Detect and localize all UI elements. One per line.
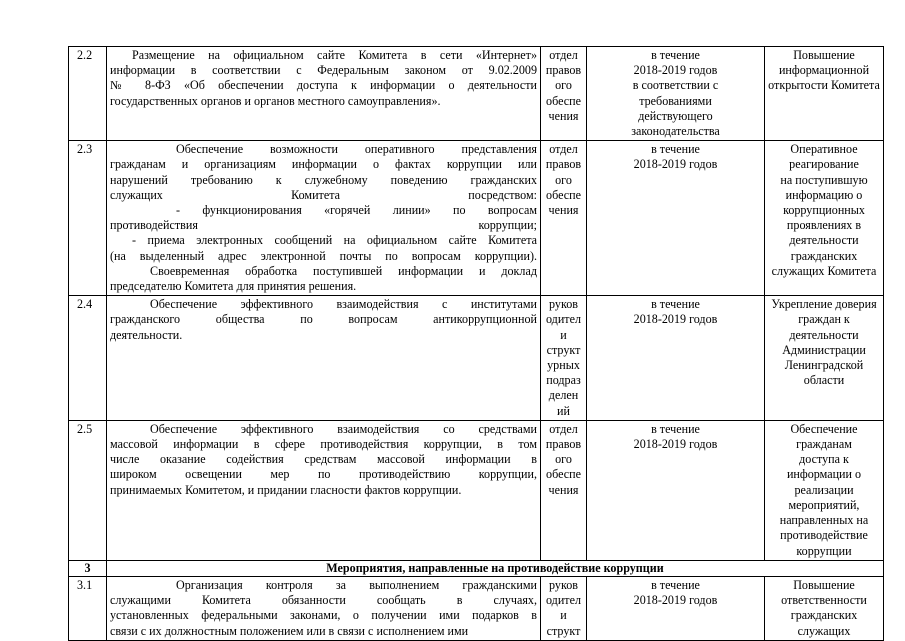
cell-line: обеспе bbox=[546, 467, 581, 482]
cell-line: в течение bbox=[651, 577, 700, 592]
description-line: числе оказание содействия средствам массовой информации в bbox=[110, 452, 537, 467]
expected-result-cell bbox=[765, 296, 884, 421]
cell-line: Администрации bbox=[782, 342, 866, 357]
description-line: Обеспечение эффективного взаимодействия с институтами bbox=[150, 297, 537, 312]
description-line: - функционирования «горячей линии» по вопросам bbox=[176, 203, 537, 218]
cell-line: 2018-2019 годов bbox=[633, 437, 718, 452]
cell-line: коррупции bbox=[796, 543, 852, 558]
cell-line: отдел bbox=[549, 421, 578, 436]
cell-line: доступа к информации о bbox=[786, 452, 862, 482]
cell-line: Ленинградской области bbox=[784, 358, 864, 388]
cell-line: одител bbox=[545, 312, 581, 327]
cell-line: открытости Комитета bbox=[768, 78, 880, 93]
measures-table bbox=[68, 46, 884, 641]
measure-description bbox=[107, 420, 541, 560]
description-line: массовой информации в сфере противодействия коррупции, в том bbox=[110, 437, 537, 452]
cell-line: руков bbox=[549, 577, 578, 592]
cell-line: структ bbox=[546, 623, 581, 638]
item-number: 2.3 bbox=[69, 141, 107, 296]
cell-line: правов bbox=[545, 437, 582, 452]
description-line: нарушений требованию к служебному поведению гражданских bbox=[110, 172, 537, 187]
description-line: связи с их должностным положением или в связи с исполнением ими bbox=[110, 623, 469, 638]
deadline-cell bbox=[587, 296, 765, 421]
cell-line: 2018-2019 годов bbox=[633, 312, 718, 327]
expected-result-cell bbox=[765, 141, 884, 296]
cell-line: направленных на bbox=[779, 513, 869, 528]
description-line: Размещение на официальном сайте Комитета в сети «Интернет» bbox=[132, 48, 537, 62]
cell-line: действующего bbox=[638, 108, 713, 123]
cell-line: информационной bbox=[778, 63, 870, 78]
description-line: - приема электронных сообщений на официальном сайте Комитета bbox=[132, 233, 537, 248]
cell-line: правов bbox=[545, 157, 582, 172]
table-row bbox=[69, 141, 884, 296]
cell-line: реализации мероприятий, bbox=[788, 482, 860, 512]
section-number: 3 bbox=[69, 560, 107, 576]
cell-line: деятельности гражданских bbox=[789, 233, 859, 263]
description-line: Организация контроля за выполнением гражданскими bbox=[176, 577, 537, 592]
measure-description bbox=[107, 296, 541, 421]
document-page bbox=[68, 46, 883, 641]
item-number: 2.5 bbox=[69, 420, 107, 560]
cell-line: обеспе bbox=[546, 187, 581, 202]
cell-line: граждан к деятельности bbox=[789, 312, 859, 342]
cell-line: в соответствии с bbox=[632, 78, 719, 93]
cell-line: требованиями bbox=[639, 93, 712, 108]
cell-line: одител bbox=[545, 593, 581, 608]
cell-line: 2018-2019 годов bbox=[633, 157, 718, 172]
cell-line: правов bbox=[545, 63, 582, 78]
section-header-row bbox=[69, 560, 884, 576]
cell-line: делен bbox=[548, 388, 579, 403]
cell-line: ий bbox=[557, 403, 570, 418]
cell-line: 2018-2019 годов bbox=[633, 593, 718, 608]
expected-result-cell bbox=[765, 576, 884, 640]
responsible-cell bbox=[541, 141, 587, 296]
cell-line: гражданских служащих bbox=[790, 608, 858, 638]
measure-description bbox=[107, 47, 541, 141]
cell-line: законодательства bbox=[631, 124, 720, 139]
table-row bbox=[69, 420, 884, 560]
deadline-cell bbox=[587, 47, 765, 141]
cell-line: ответственности bbox=[781, 593, 867, 608]
description-line: председателю Комитета для принятия решения. bbox=[110, 279, 357, 294]
cell-line: противодействие bbox=[780, 528, 868, 543]
cell-line: и bbox=[560, 327, 567, 342]
cell-line: коррупционных bbox=[783, 203, 865, 218]
cell-line: отдел bbox=[549, 142, 578, 157]
table-row bbox=[69, 576, 884, 640]
cell-line: чения bbox=[548, 203, 579, 218]
cell-line: Укрепление доверия bbox=[771, 297, 877, 312]
item-number: 2.2 bbox=[69, 47, 107, 141]
deadline-cell bbox=[587, 141, 765, 296]
description-line: Обеспечение эффективного взаимодействия со средствами bbox=[150, 421, 537, 436]
responsible-cell bbox=[541, 296, 587, 421]
cell-line: структ bbox=[546, 342, 581, 357]
deadline-cell bbox=[587, 420, 765, 560]
cell-line: в течение bbox=[651, 48, 700, 62]
description-line: принимаемых Комитетом, и придании гласности фактов коррупции. bbox=[110, 482, 462, 497]
description-line: Обеспечение возможности оперативного представления bbox=[176, 142, 537, 157]
description-line: государственных органов и органов местного самоуправления». bbox=[110, 93, 441, 108]
responsible-cell bbox=[541, 420, 587, 560]
item-number: 2.4 bbox=[69, 296, 107, 421]
table-row bbox=[69, 47, 884, 141]
cell-line: руков bbox=[549, 297, 578, 312]
description-line: широком освещении мер по противодействию коррупции, bbox=[110, 467, 537, 482]
cell-line: ого bbox=[555, 78, 572, 93]
cell-line: Обеспечение гражданам bbox=[790, 421, 858, 452]
responsible-cell bbox=[541, 47, 587, 141]
responsible-cell bbox=[541, 576, 587, 640]
cell-line: ого bbox=[555, 172, 572, 187]
cell-line: и bbox=[560, 608, 567, 623]
table-body bbox=[69, 47, 884, 641]
section-title: Мероприятия, направленные на противодействие коррупции bbox=[107, 560, 884, 576]
cell-line: отдел bbox=[549, 48, 578, 62]
description-line: служащими Комитета обязанности сообщать в случаях, bbox=[110, 593, 537, 608]
cell-line: на поступившую bbox=[780, 172, 868, 187]
cell-line: Оперативное реагирование bbox=[789, 142, 859, 172]
cell-line: урных bbox=[547, 358, 580, 373]
cell-line: проявлениях в bbox=[786, 218, 862, 233]
expected-result-cell bbox=[765, 47, 884, 141]
cell-line: в течение bbox=[651, 297, 700, 312]
cell-line: ого bbox=[555, 452, 572, 467]
cell-line: обеспе bbox=[546, 93, 581, 108]
description-line: служащих Комитета посредством: bbox=[110, 187, 537, 202]
deadline-cell bbox=[587, 576, 765, 640]
description-line: Своевременная обработка поступившей информации и доклад bbox=[150, 263, 537, 278]
description-line: гражданского общества по вопросам антикоррупционной bbox=[110, 312, 537, 327]
description-line: противодействия коррупции; bbox=[110, 218, 537, 233]
cell-line: 2018-2019 годов bbox=[633, 63, 718, 78]
cell-line: чения bbox=[548, 108, 579, 123]
table-row bbox=[69, 296, 884, 421]
cell-line: подраз bbox=[546, 373, 581, 388]
cell-line: в течение bbox=[651, 142, 700, 157]
cell-line: служащих Комитета bbox=[771, 263, 877, 278]
description-line: № 8-ФЗ «Об обеспечении доступа к информации о деятельности bbox=[110, 78, 537, 93]
description-line: информации в соответствии с Федеральным законом от 9.02.2009 bbox=[110, 63, 537, 78]
measure-description bbox=[107, 576, 541, 640]
cell-line: Повышение bbox=[793, 48, 855, 62]
measure-description bbox=[107, 141, 541, 296]
cell-line: Повышение bbox=[793, 577, 855, 592]
description-line: гражданам и организациям информации о фактах коррупции или bbox=[110, 157, 537, 172]
cell-line: в течение bbox=[651, 421, 700, 436]
description-line: установленных федеральными законами, о получении ими подарков в bbox=[110, 608, 537, 623]
description-line: деятельности. bbox=[110, 327, 183, 342]
expected-result-cell bbox=[765, 420, 884, 560]
item-number: 3.1 bbox=[69, 576, 107, 640]
description-line: (на выделенный адрес электронной почты по вопросам коррупции). bbox=[110, 248, 537, 263]
cell-line: чения bbox=[548, 482, 579, 497]
cell-line: информацию о bbox=[785, 187, 863, 202]
